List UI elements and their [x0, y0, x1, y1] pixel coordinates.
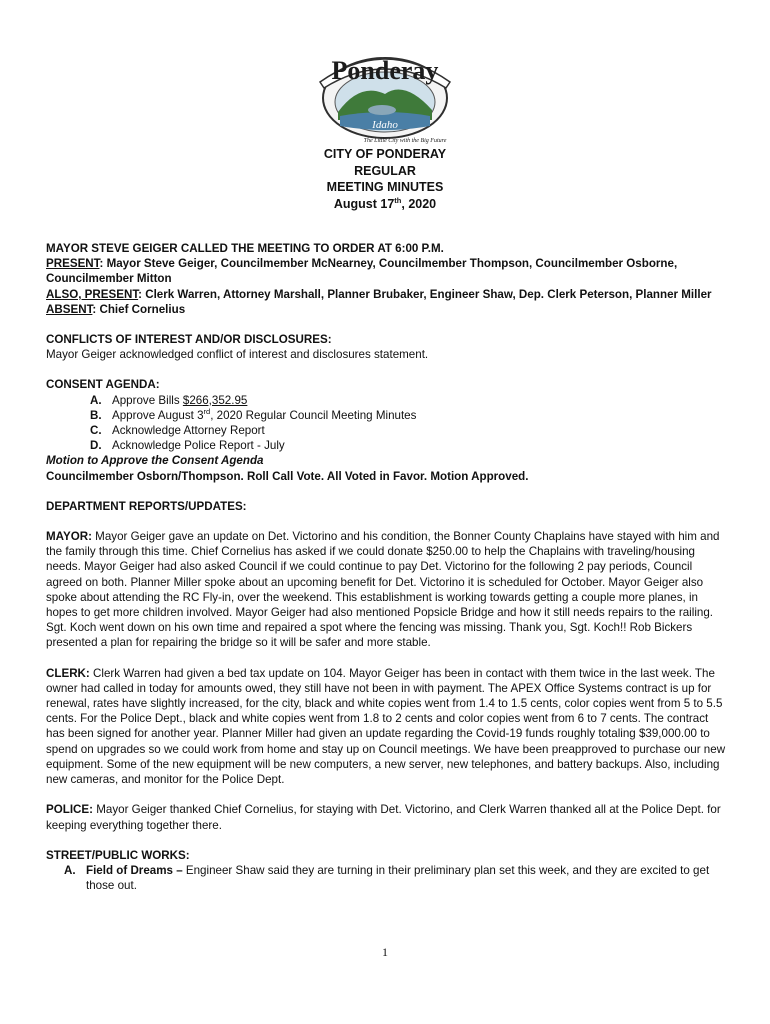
consent-motion: Motion to Approve the Consent Agenda: [46, 454, 264, 468]
list-item: B. Approve August 3rd, 2020 Regular Council Meeting Minutes: [90, 406, 417, 422]
logo-name: Ponderay: [331, 56, 439, 85]
also-present-line: [46, 287, 726, 302]
conflicts-heading: CONFLICTS OF INTEREST AND/OR DISCLOSURES:: [46, 333, 332, 347]
present-line: [46, 256, 726, 286]
mayor-text: Mayor Geiger gave an update on Det. Victorino and his condition, the Bonner County Chaplains have stayed with him and the family through this time. Chief Cornelius has asked if we could donate $250.00 to help the Chaplains with traveling/housing needs. Mayor Geiger had also asked Council if we could continue to pay Det. Victorino for the following 2 pay periods, Council agreed on both. Planner Miller spoke about an upcoming benefit for Det. Victorino it is scheduled for October. Mayor Geiger also spoke about attending the RC Fly-in, over the weekend. This establishment is working towards getting a couple more planes, in hopes to get more children involved. Mayor Geiger had also mentioned Popsicle Bridge and how it still needs repairs to the railing. Sgt. Koch went down on his own time and repaired a spot where the fencing was missing. Thank you, Sgt. Koch!! Rob Bickers presented a plan for repairing the bridge so it will be safer and more stable.: [46, 530, 720, 650]
header-city: CITY OF PONDERAY: [323, 147, 447, 161]
list-item: A. Approve Bills $266,352.95: [90, 393, 248, 407]
absent-line: [46, 302, 726, 317]
city-logo: [300, 42, 470, 146]
also-present-label: ALSO, PRESENT: [46, 287, 139, 301]
minutes-body: [46, 241, 726, 893]
list-item: C. Acknowledge Attorney Report: [90, 424, 265, 438]
police-report: [46, 802, 726, 832]
logo-state: Idaho: [372, 119, 398, 131]
header-date-year: , 2020: [401, 196, 437, 211]
consent-list: [46, 393, 726, 454]
street-heading: STREET/PUBLIC WORKS:: [46, 848, 190, 862]
list-item: D. Acknowledge Police Report - July: [90, 439, 285, 453]
mayor-label: MAYOR:: [46, 530, 92, 544]
consent-heading: CONSENT AGENDA:: [46, 378, 160, 392]
header-date-sup: th: [394, 195, 402, 205]
absent-label: ABSENT: [46, 302, 93, 316]
mayor-report: [46, 529, 726, 651]
conflicts-text: Mayor Geiger acknowledged conflict of interest and disclosures statement.: [46, 348, 429, 362]
street-list: [46, 863, 726, 893]
list-item: A. Field of Dreams – Engineer Shaw said they are turning in their preliminary plan set this week, and they are excited to get those out.: [64, 863, 710, 893]
clerk-text: Clerk Warren had given a bed tax update on 104. Mayor Geiger has been in contact with them twice in the last week. The owner had called in today for amounts owed, they still have not been in with payment. The APEX Office Systems contract is up for renewal, rates have slightly increased, for the city, black and white copies went from 1.4 to 1.5 cents, color copies went from 5 to 5.5 cents. For the Police Dept., black and white copies went from 1.8 to 2 cents and color copies went from 6 to 7 cents. The contract has been signed for another year. Planner Miller had given an update regarding the Covid-19 funds roughly totaling $39,000.00 to spend on upgrades so we could work from home and stay up on Council meetings. We have been preapproved to purchase our new equipment. Some of the new equipment will be new computers, a new server, new telephones, and battery backups. Also, including new cameras, and monitor for the Police Dept.: [46, 666, 726, 787]
header-regular: REGULAR: [354, 163, 416, 178]
page-number: 1: [382, 945, 388, 959]
present-text: : Mayor Steve Geiger, Councilmember McNearney, Councilmember Thompson, Councilmember Osborne, Councilmember Mitton: [46, 257, 678, 286]
call-to-order: MAYOR STEVE GEIGER CALLED THE MEETING TO ORDER AT 6:00 P.M.: [46, 242, 444, 255]
absent-text: : Chief Cornelius: [92, 302, 186, 316]
consent-vote: Councilmember Osborn/Thompson. Roll Call Vote. All Voted in Favor. Motion Approved.: [46, 469, 529, 483]
ponderay-logo-icon: [300, 42, 470, 146]
police-text: Mayor Geiger thanked Chief Cornelius, for staying with Det. Victorino, and Clerk Warren thanked all at the Police Dept. for keeping everything together there.: [46, 803, 721, 832]
bills-amount-link[interactable]: $266,352.95: [182, 393, 248, 407]
present-label: PRESENT: [46, 257, 100, 271]
document-header: [0, 146, 770, 212]
logo-tagline: The Little City with the Big Future: [363, 138, 447, 144]
header-meeting-minutes: MEETING MINUTES: [326, 180, 444, 194]
clerk-label: CLERK:: [46, 666, 90, 680]
clerk-report: [46, 666, 726, 788]
header-date-main: August 17: [333, 196, 395, 211]
reports-heading: DEPARTMENT REPORTS/UPDATES:: [46, 499, 247, 513]
also-present-text: : Clerk Warren, Attorney Marshall, Planner Brubaker, Engineer Shaw, Dep. Clerk Peterson, Planner Miller: [138, 287, 712, 301]
police-label: POLICE:: [46, 803, 94, 817]
header-date: [0, 196, 770, 213]
